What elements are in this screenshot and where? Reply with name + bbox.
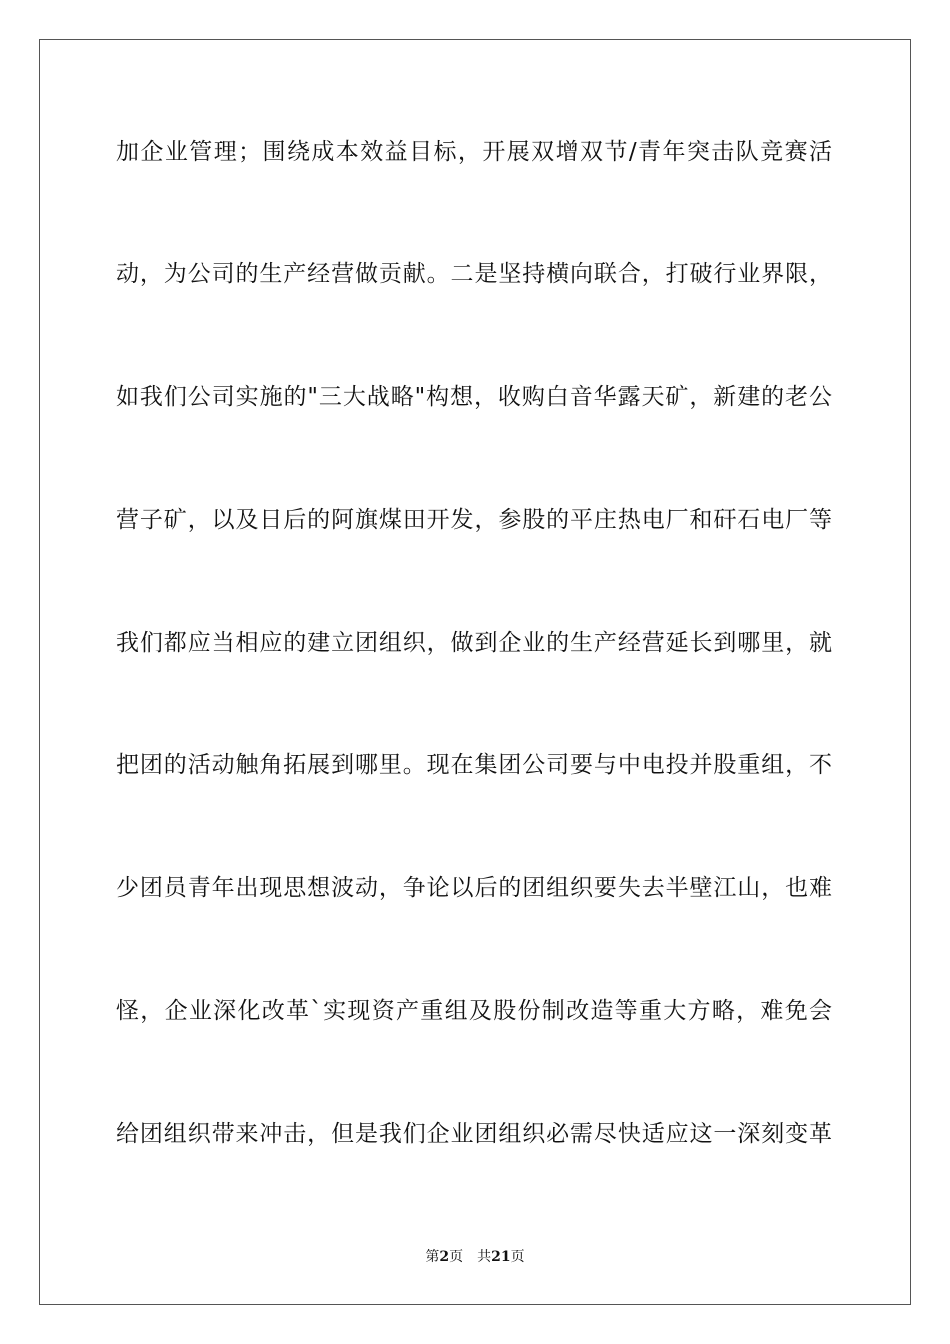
text-line: 把团的活动触角拓展到哪里。现在集团公司要与中电投并股重组，不	[116, 752, 832, 778]
page-label-suffix: 页	[449, 1249, 464, 1265]
total-label-suffix: 页	[510, 1249, 525, 1265]
total-label-prefix: 共	[477, 1249, 492, 1265]
text-line: 加企业管理；围绕成本效益目标，开展双增双节/青年突击队竞赛活	[116, 139, 832, 165]
page-number: 2	[439, 1249, 450, 1265]
page-border	[39, 39, 911, 1305]
text-line: 怪，企业深化改革`实现资产重组及股份制改造等重大方略，难免会	[116, 998, 832, 1024]
text-line: 如我们公司实施的"三大战略"构想，收购白音华露天矿，新建的老公	[116, 384, 832, 410]
page-footer	[0, 1248, 950, 1266]
text-line: 动，为公司的生产经营做贡献。二是坚持横向联合，打破行业界限，	[116, 261, 832, 287]
text-line: 我们都应当相应的建立团组织，做到企业的生产经营延长到哪里，就	[116, 630, 832, 656]
total-pages: 21	[491, 1249, 511, 1265]
text-line: 营子矿，以及日后的阿旗煤田开发，参股的平庄热电厂和矸石电厂等	[116, 507, 832, 533]
text-line: 少团员青年出现思想波动，争论以后的团组织要失去半壁江山，也难	[116, 875, 832, 901]
page-label-prefix: 第	[425, 1249, 440, 1265]
text-line: 给团组织带来冲击，但是我们企业团组织必需尽快适应这一深刻变革	[116, 1121, 832, 1147]
